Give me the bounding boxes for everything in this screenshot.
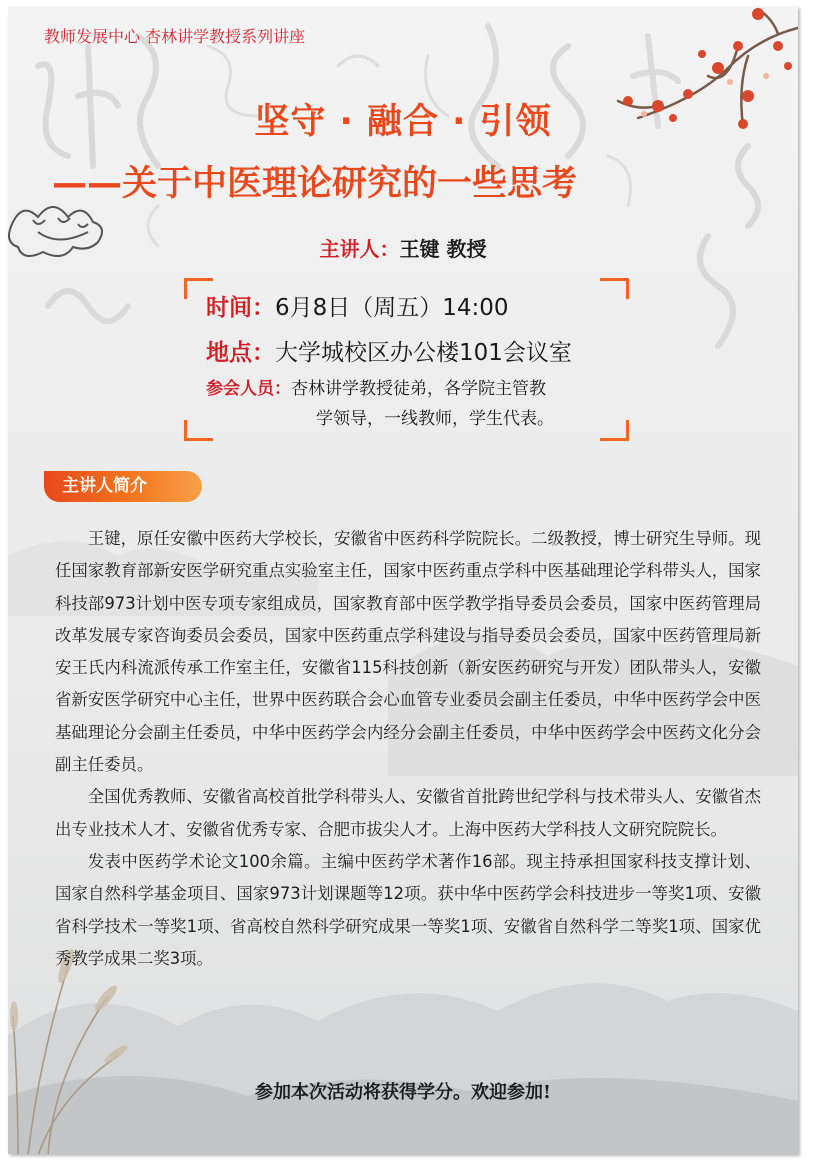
- bio-heading-badge: 主讲人简介: [44, 471, 202, 502]
- attendees-row: [206, 374, 546, 399]
- bracket-top-right: [600, 278, 629, 299]
- bracket-bottom-left: [184, 420, 213, 441]
- bio-paragraph: 王键，原任安徽中医药大学校长，安徽省中医药科学院院长。二级教授，博士研究生导师。现任国家教育部新安医学研究重点实验室主任，国家中医药重点学科中医基础理论学科带头人，国家科技部973计划中医专项专家组成员，国家教育部中医学教学指导委员会委员，国家中医药管理局改革发展专家咨询委员会委员，国家中医药重点学科建设与指导委员会委员，国家中医药管理局新安王氏内科流派传承工作室主任，安徽省115科技创新（新安医药研究与开发）团队带头人，安徽省新安医学研究中心主任，世界中医药联合会心血管专业委员会副主任委员，中华中医药学会中医基础理论分会副主任委员，中华中医药学会内经分会副主任委员，中华中医药学会中医药文化分会副主任委员。: [55, 529, 761, 775]
- time-value: 6月8日（周五）14:00: [275, 295, 509, 321]
- bracket-bottom-right: [600, 420, 629, 441]
- main-title: 坚守 · 融合 · 引领: [254, 102, 552, 142]
- speaker-bio: [55, 523, 761, 975]
- time-row: [206, 289, 509, 322]
- attendees-value-line2: 学领导，一线教师，学生代表。: [316, 409, 554, 429]
- series-title: 教师发展中心 杏林讲学教授系列讲座: [44, 27, 306, 46]
- place-row: [206, 334, 572, 367]
- attendees-label: 参会人员：: [206, 379, 291, 399]
- time-label: 时间：: [206, 295, 275, 321]
- lecture-poster: [8, 6, 798, 1154]
- speaker-line: [8, 233, 798, 262]
- speaker-label: 主讲人：: [319, 237, 400, 261]
- speaker-name: 王键 教授: [399, 237, 487, 261]
- place-label: 地点：: [206, 340, 275, 366]
- closing-note: 参加本次活动将获得学分。欢迎参加!: [255, 1082, 551, 1103]
- bio-paragraph: 全国优秀教师、安徽省高校首批学科带头人、安徽省首批跨世纪学科与技术带头人、安徽省杰出专业技术人才、安徽省优秀专家、合肥市拔尖人才。上海中医药大学科技人文研究院院长。: [55, 787, 761, 839]
- bio-paragraph: 发表中医药学术论文100余篇。主编中医药学术著作16部。现主持承担国家科技支撑计划、国家自然科学基金项目、国家973计划课题等12项。获中华中医药学会科技进步一等奖1项、安徽省科学技术一等奖1项、省高校自然科学研究成果一等奖1项、安徽省自然科学二等奖1项、国家优秀教学成果二奖3项。: [55, 851, 761, 968]
- place-value: 大学城校区办公楼101会议室: [275, 340, 572, 366]
- subtitle: ——关于中医理论研究的一些思考: [52, 164, 578, 204]
- attendees-value-line1: 杏林讲学教授徒弟，各学院主管教: [291, 379, 546, 399]
